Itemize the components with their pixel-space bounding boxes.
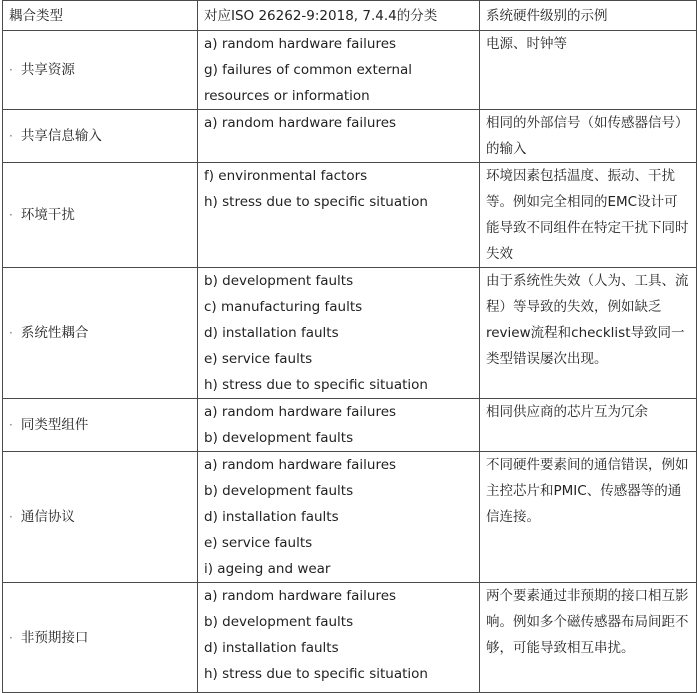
table-body [3,31,697,693]
fault-category: e) service faults [204,535,313,551]
hw-example-text: 环境因素包括温度、振动、干扰等。例如完全相同的EMC设计可能导致不同组件在特定干扰下同时失效 [486,168,689,262]
hw-example-text: 不同硬件要素间的通信错误，例如主控芯片和PMIC、传感器等的通信连接。 [486,457,689,525]
bullet-dot-icon: · [9,63,13,77]
hw-example-text: 由于系统性失效（人为、工具、流程）等导致的失效，例如缺乏review流程和checklist导致同一类型错误屡次出现。 [486,273,689,367]
hw-example-text: 两个要素通过非预期的接口相互影响。例如多个磁传感器布局间距不够，可能导致相互串扰。 [486,588,689,656]
fault-category: e) service faults [204,351,313,367]
coupling-type-cell [3,452,198,583]
coupling-table [2,0,697,693]
bullet-dot-icon: · [9,208,13,222]
fault-category: h) stress due to specific situation [204,194,428,210]
iso-category-cell [198,163,480,268]
iso-category-cell [198,583,480,693]
header-coupling-type: 耦合类型 [3,1,198,31]
table-row [3,399,697,452]
fault-category: c) manufacturing faults [204,299,363,315]
fault-category: d) installation faults [204,640,339,656]
table-row [3,268,697,399]
coupling-type-cell [3,268,198,399]
coupling-type-label: 共享信息输入 [20,128,102,144]
coupling-type-label: 环境干扰 [20,207,75,223]
fault-category: b) development faults [204,430,354,446]
coupling-type-label: 系统性耦合 [20,325,89,341]
fault-category: a) random hardware failures [204,588,397,604]
fault-category: h) stress due to specific situation [204,666,428,682]
fault-category: b) development faults [204,614,354,630]
coupling-type-cell [3,399,198,452]
bullet-dot-icon: · [9,630,13,645]
table-row [3,110,697,163]
fault-category: b) development faults [204,273,354,289]
hw-example-cell [480,31,697,110]
fault-category: d) installation faults [204,509,339,525]
fault-category: d) installation faults [204,325,339,341]
header-hw-example: 系统硬件级别的示例 [480,1,697,31]
fault-category: b) development faults [204,483,354,499]
header-iso-category: 对应ISO 26262-9:2018, 7.4.4的分类 [198,1,480,31]
fault-category: a) random hardware failures [204,457,397,473]
fault-category: a) random hardware failures [204,404,397,420]
bullet-dot-icon: · [9,418,13,432]
table-container [2,0,697,693]
fault-category: g) failures of common external resources or information [204,62,413,104]
iso-category-cell [198,268,480,399]
fault-category: a) random hardware failures [204,36,397,52]
bullet-dot-icon: · [9,129,13,143]
header-row [3,1,697,31]
fault-category: i) ageing and wear [204,561,331,577]
hw-example-cell [480,452,697,583]
iso-category-cell [198,399,480,452]
table-row [3,163,697,268]
coupling-type-cell [3,110,198,163]
hw-example-cell [480,268,697,399]
coupling-type-label: 共享资源 [20,62,75,78]
hw-example-cell [480,399,697,452]
coupling-type-label: 非预期接口 [20,629,89,646]
hw-example-cell [480,583,697,693]
hw-example-text: 电源、时钟等 [486,36,567,52]
hw-example-cell [480,110,697,163]
coupling-type-cell [3,583,198,693]
fault-category: f) environmental factors [204,168,368,184]
hw-example-cell [480,163,697,268]
fault-category: h) stress due to specific situation [204,377,428,393]
table-row [3,31,697,110]
fault-category: a) random hardware failures [204,115,397,131]
iso-category-cell [198,110,480,163]
hw-example-text: 相同的外部信号（如传感器信号）的输入 [486,115,689,157]
table-row [3,452,697,583]
bullet-dot-icon: · [9,510,13,524]
bullet-dot-icon: · [9,326,13,340]
coupling-type-cell [3,163,198,268]
table-row [3,583,697,693]
hw-example-text: 相同供应商的芯片互为冗余 [486,404,648,420]
coupling-type-label: 通信协议 [20,509,75,525]
iso-category-cell [198,452,480,583]
coupling-type-cell [3,31,198,110]
coupling-type-label: 同类型组件 [20,417,89,433]
iso-category-cell [198,31,480,110]
